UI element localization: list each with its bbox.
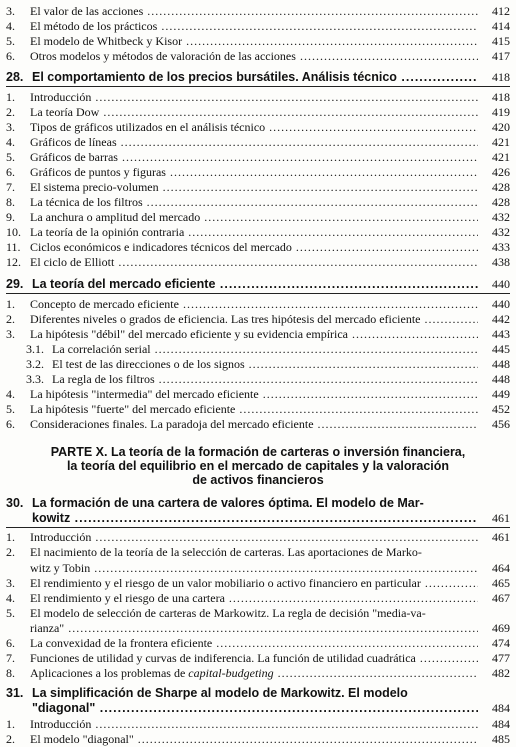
toc-entry: 4. El rendimiento y el riesgo de una cartera ..... 467 — [0, 590, 516, 606]
toc-entry-cont: rianza" ..... 469 — [0, 620, 516, 636]
chapter-heading: 31. La simplificación de Sharpe al modelo de Markowitz. El modelo — [6, 686, 408, 700]
part-heading-line: de activos financieros — [192, 473, 324, 487]
toc-entry: 2. Diferentes niveles o grados de eficiencia. Las tres hipótesis del mercado eficiente ..... 442 — [0, 311, 516, 327]
toc-entry: 9. La anchura o amplitud del mercado ..... 432 — [0, 209, 516, 225]
toc-entry: 2. El modelo "diagonal" ..... 485 — [0, 731, 516, 747]
toc-entry: 5. El modelo de Whitbeck y Kisor ..... 415 — [0, 33, 516, 49]
divider — [6, 293, 510, 294]
toc-entry: 2. La teoría Dow ..... 419 — [0, 104, 516, 120]
toc-entry-cont: witz y Tobin ..... 464 — [0, 560, 516, 576]
toc-entry: 7. Funciones de utilidad y curvas de indiferencia. La función de utilidad cuadrática ..... 477 — [0, 650, 516, 666]
toc-entry: 8. Aplicaciones a los problemas de capital-budgeting ..... 482 — [0, 665, 516, 681]
toc-entry: 6. La convexidad de la frontera eficiente ..... 474 — [0, 635, 516, 651]
toc-entry: 1. Introducción ..... 418 — [0, 89, 516, 105]
toc-entry: 11. Ciclos económicos e indicadores técnicos del mercado ..... 433 — [0, 239, 516, 255]
toc-entry: 4. Gráficos de líneas ..... 421 — [0, 134, 516, 150]
toc-entry: 3. La hipótesis "débil" del mercado eficiente y su evidencia empírica ..... 443 — [0, 326, 516, 342]
toc-entry: 7. El sistema precio-volumen ..... 428 — [0, 179, 516, 195]
chapter-heading: 29. La teoría del mercado eficiente ..... 440 — [0, 275, 516, 293]
chapter-heading: 30. La formación de una cartera de valores óptima. El modelo de Mar- — [6, 496, 424, 510]
toc-subentry: 3.1. La correlación serial ..... 445 — [0, 341, 516, 357]
toc-entry: 3. El valor de las acciones ..... 412 — [0, 3, 516, 19]
toc-entry: 1. Concepto de mercado eficiente ..... 440 — [0, 296, 516, 312]
divider — [6, 527, 510, 528]
toc-entry: 10. La teoría de la opinión contraria ..... 432 — [0, 224, 516, 240]
toc-entry: 8. La técnica de los filtros ..... 428 — [0, 194, 516, 210]
toc-entry: 3. Tipos de gráficos utilizados en el análisis técnico ..... 420 — [0, 119, 516, 135]
toc-entry: 6. Gráficos de puntos y figuras ..... 426 — [0, 164, 516, 180]
toc-entry: 1. Introducción ..... 461 — [0, 529, 516, 545]
toc-subentry: 3.3. La regla de los filtros ..... 448 — [0, 371, 516, 387]
toc-entry: 4. La hipótesis "intermedia" del mercado eficiente ..... 449 — [0, 386, 516, 402]
toc-entry: 5. El modelo de selección de carteras de Markowitz. La regla de decisión "media-va- — [6, 606, 426, 620]
part-heading-line: la teoría del equilibrio en el mercado de capitales y la valoración — [66, 459, 450, 473]
divider — [6, 86, 510, 87]
toc-subentry: 3.2. El test de las direcciones o de los signos ..... 448 — [0, 356, 516, 372]
toc-entry: 6. Otros modelos y métodos de valoración de las acciones ..... 417 — [0, 48, 516, 64]
toc-entry: 5. La hipótesis "fuerte" del mercado eficiente ..... 452 — [0, 401, 516, 417]
chapter-heading-cont: kowitz ..... 461 — [0, 509, 516, 527]
chapter-heading: 28. El comportamiento de los precios bursátiles. Análisis técnico ..... 418 — [0, 68, 516, 86]
toc-entry: 6. Consideraciones finales. La paradoja del mercado eficiente ..... 456 — [0, 416, 516, 432]
toc-entry: 12. El ciclo de Elliott ..... 438 — [0, 254, 516, 270]
part-heading-line: PARTE X. La teoría de la formación de carteras o inversión financiera, — [50, 445, 466, 459]
toc-entry: 3. El rendimiento y el riesgo de un valor mobiliario o activo financiero en particular ..... 465 — [0, 575, 516, 591]
toc-entry: 4. El método de los prácticos ..... 414 — [0, 18, 516, 34]
toc-entry: 1. Introducción ..... 484 — [0, 716, 516, 732]
toc-entry: 5. Gráficos de barras ..... 421 — [0, 149, 516, 165]
chapter-heading-cont: "diagonal" ..... 484 — [0, 699, 516, 717]
toc-entry: 2. El nacimiento de la teoría de la selección de carteras. Las aportaciones de Marko- — [6, 545, 422, 559]
